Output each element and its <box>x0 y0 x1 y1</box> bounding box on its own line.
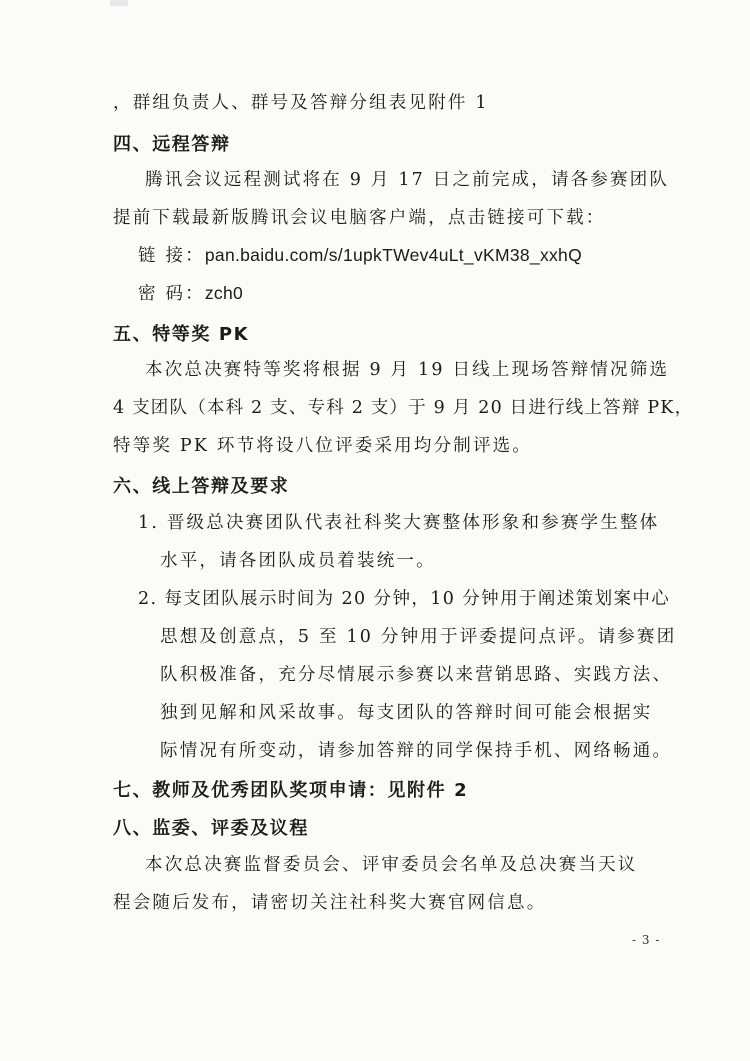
text-line: 腾讯会议远程测试将在 9 月 17 日之前完成，请各参赛团队 <box>145 170 670 190</box>
password-value: zch0 <box>204 283 244 303</box>
section-heading-5: 五、特等奖 PK <box>113 324 250 345</box>
section-heading-8: 八、监委、评委及议程 <box>113 818 309 839</box>
link-label: 链 接： <box>138 246 205 266</box>
text-line: 本次总决赛特等奖将根据 9 月 19 日线上现场答辩情况筛选 <box>145 360 670 380</box>
text-line: ，群组负责人、群号及答辩分组表见附件 1 <box>113 93 489 113</box>
text-line: 本次总决赛监督委员会、评审委员会名单及总决赛当天议 <box>145 855 638 875</box>
list-item-1: 1. 晋级总决赛团队代表社科奖大赛整体形象和参赛学生整体 <box>138 513 660 533</box>
text-line: 际情况有所变动，请参加答辩的同学保持手机、网络畅通。 <box>160 741 673 761</box>
text-line: 水平，请各团队成员着装统一。 <box>160 551 436 571</box>
scan-artifact <box>110 0 128 6</box>
section-heading-4: 四、远程答辩 <box>113 134 231 155</box>
list-item-2: 2. 每支团队展示时间为 20 分钟，10 分钟用于阐述策划案中心 <box>138 589 671 609</box>
page-number: - 3 - <box>632 933 661 947</box>
text-line: 特等奖 PK 环节将设八位评委采用均分制评选。 <box>113 436 533 456</box>
password-label: 密 码： <box>138 284 205 304</box>
text-line: 提前下载最新版腾讯会议电脑客户端，点击链接可下载： <box>113 208 606 228</box>
text-line: 程会随后发布，请密切关注社科奖大赛官网信息。 <box>113 893 547 913</box>
password-line <box>138 280 243 305</box>
text-line: 队积极准备，充分尽情展示参赛以来营销思路、实践方法、 <box>160 665 673 685</box>
text-line: 4 支团队（本科 2 支、专科 2 支）于 9 月 20 日进行线上答辩 PK， <box>113 398 694 418</box>
download-link[interactable]: pan.baidu.com/s/1upkTWev4uLt_vKM38_xxhQ <box>204 245 583 265</box>
text-line: 思想及创意点，5 至 10 分钟用于评委提问点评。请参赛团 <box>160 627 677 647</box>
text-line: 独到见解和风采故事。每支团队的答辩时间可能会根据实 <box>160 703 653 723</box>
section-heading-7: 七、教师及优秀团队奖项申请：见附件 2 <box>113 780 469 801</box>
link-line <box>138 242 582 267</box>
section-heading-6: 六、线上答辩及要求 <box>113 476 290 497</box>
